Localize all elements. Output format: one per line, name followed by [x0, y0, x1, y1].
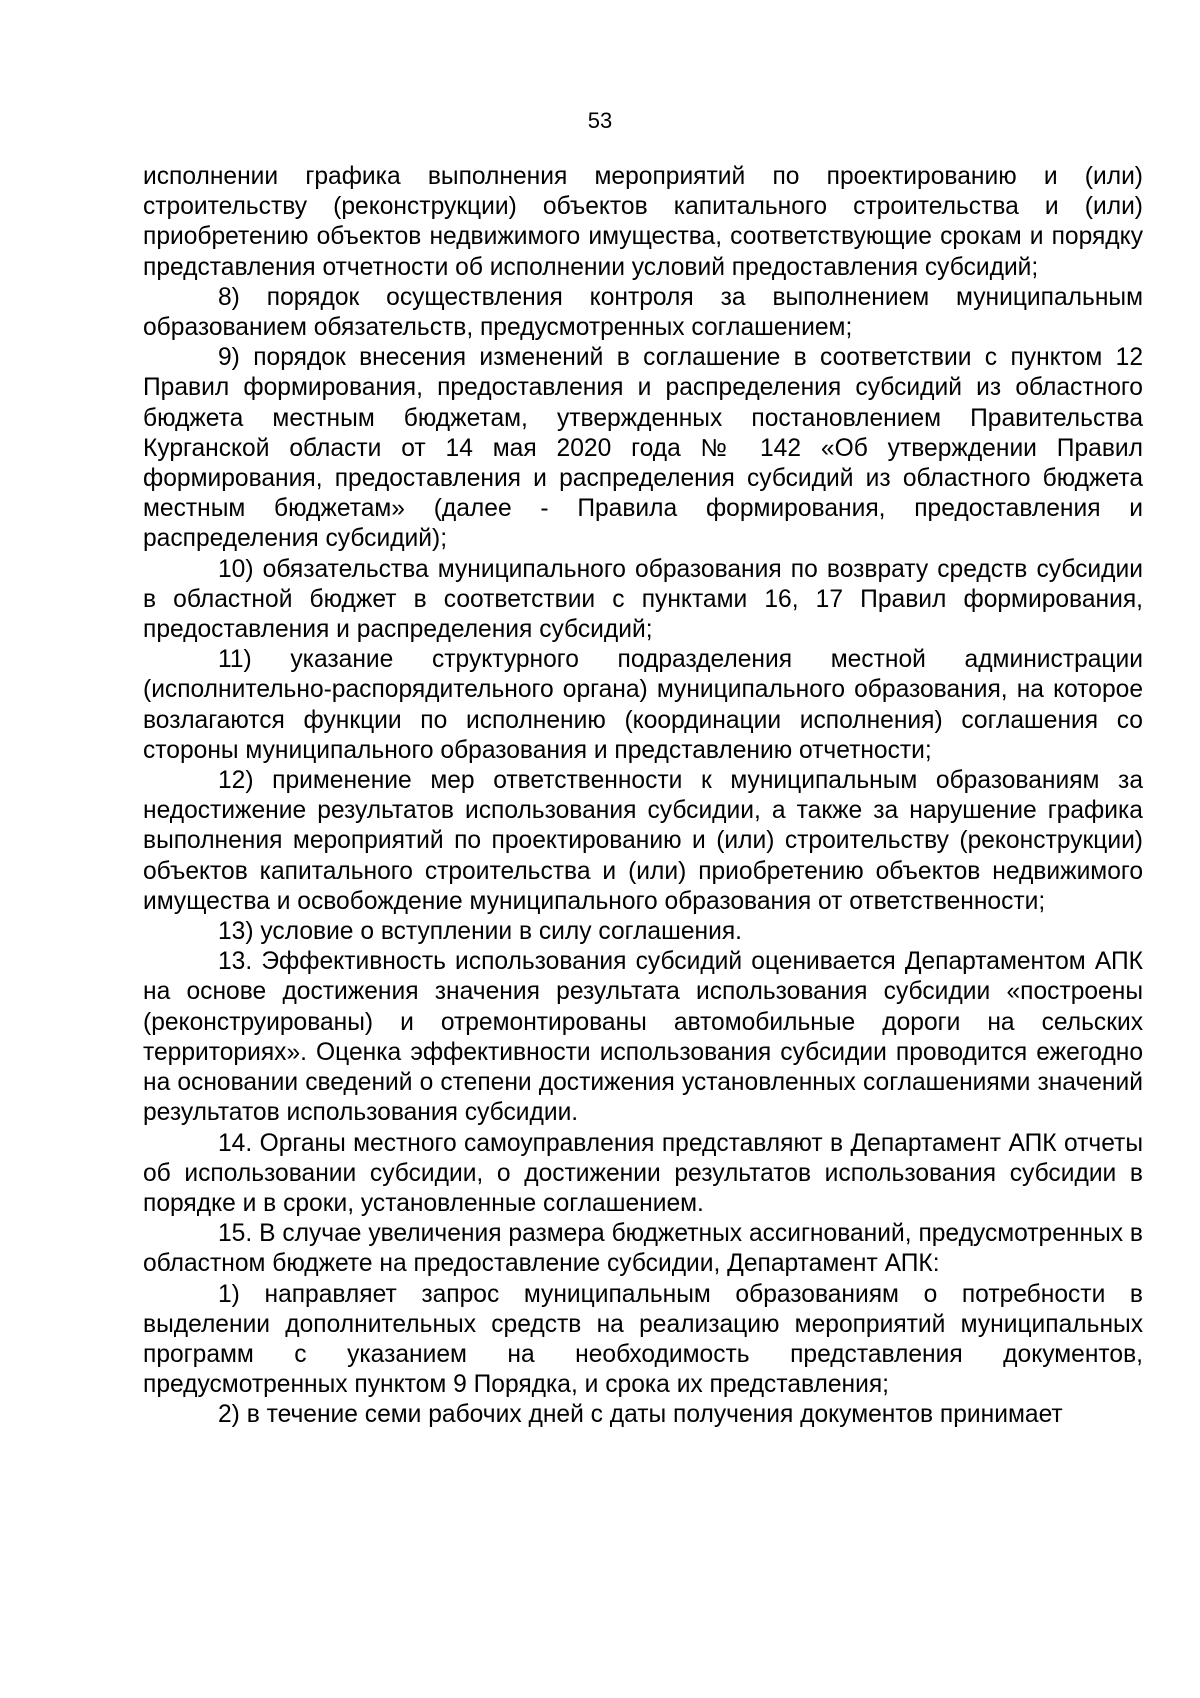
paragraph-item-10: 10) обязательства муниципального образования по возврату средств субсидии в областной бюджет в соответствии с пунктами 16, 17 Правил формирования, предоставления и распределения субсидий; [143, 555, 1143, 644]
paragraph-item-11: 11) указание структурного подразделения местной администрации (исполнительно-распорядительного органа) муниципального образования, на которое возлагаются функции по исполнению (координации исполнения) соглашения со стороны муниципального образования и представлению отчетности; [143, 646, 1143, 764]
paragraph-section-15: 15. В случае увеличения размера бюджетных ассигнований, предусмотренных в областном бюджете на предоставление субсидии, Департамент АПК: [143, 1220, 1143, 1278]
paragraph-subitem-1: 1) направляет запрос муниципальным образованиям о потребности в выделении дополнительных средств на реализацию мероприятий муниципальных программ с указанием на необходимость представления документов, предусмотренных пунктом 9 Порядка, и срока их представления; [143, 1280, 1143, 1399]
paragraph-item-12: 12) применение мер ответственности к муниципальным образованиям за недостижение результатов использования субсидии, а также за нарушение графика выполнения мероприятий по проектированию и (или) строительству (реконструкции) объектов капитального строительства и (или) приобретению объектов недвижимого имущества и освобождение муниципального образования от ответственности; [143, 767, 1143, 915]
paragraph-section-13: 13. Эффективность использования субсидий оценивается Департаментом АПК на основе достижения значения результата использования субсидии «построены (реконструированы) и отремонтированы автомобильные дороги на сельских территориях». Оценка эффективности использования субсидии проводится ежегодно на основании сведений о степени достижения установленных соглашениями значений результатов использования субсидии. [143, 948, 1143, 1127]
page-number: 53 [587, 108, 613, 133]
paragraph-section-14: 14. Органы местного самоуправления представляют в Департамент АПК отчеты об использовании субсидии, о достижении результатов использования субсидии в порядке и в сроки, установленные соглашением. [143, 1129, 1143, 1217]
paragraph-subitem-2: 2) в течение семи рабочих дней с даты получения документов принимает [218, 1401, 1063, 1429]
paragraph-continuation: исполнении графика выполнения мероприятий по проектированию и (или) строительству (реконструкции) объектов капитального строительства и (или) приобретению объектов недвижимого имущества, соответствующие срокам и порядку представления отчетности об исполнении условий предоставления субсидий; [143, 163, 1143, 281]
paragraph-item-13-condition: 13) условие о вступлении в силу соглашения. [218, 918, 742, 946]
paragraph-item-8: 8) порядок осуществления контроля за выполнением муниципальным образованием обязательств, предусмотренных соглашением; [143, 283, 1143, 342]
document-body [143, 162, 1143, 1431]
paragraph-item-9: 9) порядок внесения изменений в соглашение в соответствии с пунктом 12 Правил формирования, предоставления и распределения субсидий из областного бюджета местным бюджетам, утвержденных постановлением Правительства Курганской области от 14 мая 2020 года № 142 «Об утверждении Правил формирования, предоставления и распределения субсидий из областного бюджета местным бюджетам» (далее - Правила формирования, предоставления и распределения субсидий); [143, 344, 1143, 553]
